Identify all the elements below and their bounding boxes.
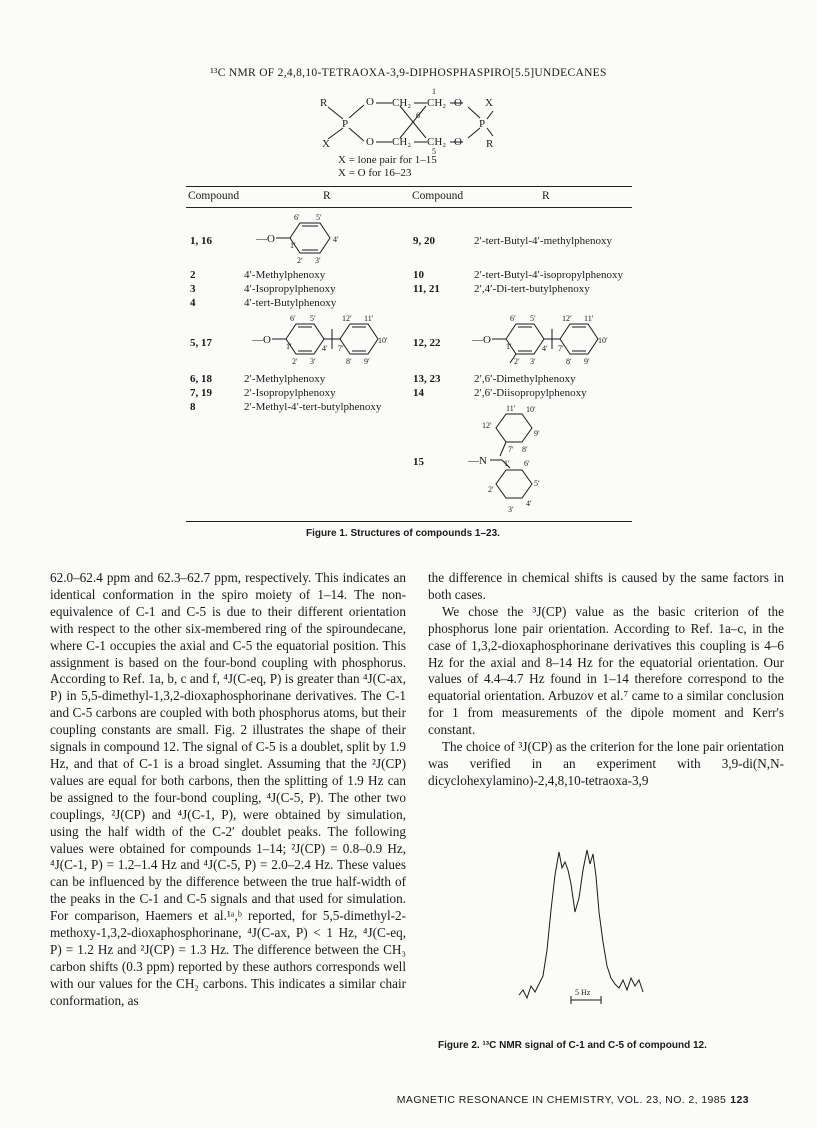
struct-label: 4′ (322, 344, 328, 353)
struct-label: 12′ (342, 314, 352, 323)
struct-label: 10′ (598, 336, 608, 345)
scheme-atom: O (454, 97, 462, 109)
table-header-r: R (323, 190, 331, 202)
struct-label: 5′ (316, 213, 322, 222)
journal-citation: MAGNETIC RESONANCE IN CHEMISTRY, VOL. 23, NO. 2, 1985 (396, 1094, 727, 1106)
table-header-rule (186, 207, 632, 208)
struct-label: 9′ (534, 429, 540, 438)
scheme-atom: X (322, 138, 330, 150)
scheme-atom: 5 (432, 147, 436, 156)
struct-label: 9′ (364, 357, 370, 366)
scheme-atom: CH₂ (427, 136, 447, 148)
struct-label: 1′ (506, 342, 512, 351)
struct-label: —O (472, 334, 491, 346)
table-r-value: 2′-Isopropylphenoxy (244, 387, 336, 399)
paragraph: We chose the ³J(CP) value as the basic criterion of the phosphorus lone pair orientation. According to Ref. 1a–c, in the case of 1,3,2-dioxaphosphorinane derivatives this coupling is 4–6 Hz for the axial and 8–14 Hz for the equatorial orientation. Our values of 4.4–4.7 Hz found in 1–14 therefore correspond to the equatorial orientation. Arbuzov et al.⁷ came to a similar conclusion for 1 from measurements of the dipole moment and Kerr's constant. (428, 603, 784, 738)
table-bottom-rule (186, 521, 632, 522)
paragraph: 62.0–62.4 ppm and 62.3–62.7 ppm, respectively. This indicates an identical conformation in the spiro moiety of 1–14. The non-equivalence of C-1 and C-5 is due to their different orientation with respect to the other six-membered ring of the spiroundecane, where C-1 occupies the axial and C-5 the equatorial position. This assignment is based on the four-bond coupling with phosphorus. According to Ref. 1a, b, c and f, ⁴J(C-eq, P) is greater than ⁴J(C-ax, P) in 5,5-dimethyl-1,3,2-dioxaphosphorinane derivatives. The C-1 and C-5 carbons are coupled with both phosphorus atoms, but their coupling constants are small. Fig. 2 illustrates the shape of their signals in compound 12. The signal of C-5 is a doublet, split by 1.9 Hz, and that of C-1 is a broad singlet. Assuming that the ²J(CP) values are equal for both carbons, then the splitting of 1.9 Hz can be assigned to the four-bond coupling, ⁴J(C-5, P). The other two couplings, ²J(CP) and ⁴J(C-1, P), were obtained by simulation, using the half width of the C-2′ doublet peaks. The following values were obtained for compounds 1–14; ²J(CP) = 0.8–0.9 Hz, ⁴J(C-1, P) = 1.2–1.4 Hz and ⁴J(C-5, P) = 2.0–2.4 Hz. These values can be influenced by the difference between the true half-width of the peaks in the C-1 and C-5 signals and that used for simulation. For comparison, Haemers et al.¹ᵃ,ᵇ reported, for 5,5-dimethyl-2-methoxy-1,3,2-dioxaphosphorinane, ⁴J(C-ax, P) < 1 Hz, ⁴J(C-eq, P) = 1.2 Hz and ²J(CP) = 1.3 Hz. The difference between the CH₃ carbon shifts (0.3 ppm) reported by these authors corresponds well with our values for the CH₂ carbons. This indicates a similar chair conformation, as (50, 570, 406, 1008)
struct-label: 7′ (558, 344, 564, 353)
scheme-atom: O (366, 96, 374, 108)
running-head: ¹³C NMR OF 2,4,8,10-TETRAOXA-3,9-DIPHOSPHASPIRO[5.5]UNDECANES (210, 67, 607, 79)
struct-label: 1′ (290, 241, 296, 250)
table-header-compound: Compound (188, 190, 240, 202)
struct-label: 8′ (346, 357, 352, 366)
struct-label: —N (468, 455, 487, 467)
table-compound: 10 (413, 269, 424, 281)
table-r-value: 2′-Methylphenoxy (244, 373, 326, 385)
table-compound: 14 (413, 387, 424, 399)
spiro-scheme (300, 80, 530, 180)
table-r-value: 4′-Isopropylphenoxy (244, 283, 336, 295)
table-compound: 2 (190, 269, 196, 281)
struct-label: 1′ (286, 342, 292, 351)
struct-label: 2′ (297, 256, 303, 265)
figure1-caption: Figure 1. Structures of compounds 1–23. (306, 528, 500, 539)
table-compound: 11, 21 (413, 283, 440, 295)
struct-label: 3′ (315, 256, 321, 265)
nmr-spectrum (505, 840, 695, 1020)
scheme-atom: R (486, 138, 494, 150)
table-r-value: 4′-tert-Butylphenoxy (244, 297, 337, 309)
struct-label: 11′ (506, 404, 516, 413)
table-compound: 7, 19 (190, 387, 212, 399)
figure2-caption: Figure 2. ¹³C NMR signal of C-1 and C-5 of compound 12. (438, 1040, 707, 1051)
struct-label: 12′ (562, 314, 572, 323)
table-r-value: 2′-tert-Butyl-4′-methylphenoxy (474, 235, 613, 247)
phenoxy-structure (250, 210, 360, 266)
struct-label: —O (256, 233, 275, 245)
spectrum-trace (519, 850, 643, 998)
scheme-atom: P (342, 118, 349, 130)
table-r-value: 2′,6′-Diisopropylphenoxy (474, 387, 587, 399)
table-compound: 15 (413, 456, 424, 468)
table-compound: 8 (190, 401, 196, 413)
struct-label: 8′ (566, 357, 572, 366)
table-r-value: 2′-Methyl-4′-tert-butylphenoxy (244, 401, 382, 413)
struct-label: 10′ (378, 336, 388, 345)
struct-label: 4′ (333, 235, 339, 244)
table-header-compound: Compound (412, 190, 464, 202)
table-top-rule (186, 186, 632, 187)
scale-label: 5 Hz (575, 988, 591, 997)
paragraph: The choice of ³J(CP) as the criterion for the lone pair orientation was verified in an experiment with 3,9-di(N,N-dicyclohexylamino)-2,4,8,10-tetraoxa-3,9 (428, 739, 784, 788)
scheme-atom: R (320, 97, 328, 109)
scheme-note: X = O for 16–23 (338, 167, 412, 179)
table-r-value: 4′-Methylphenoxy (244, 269, 326, 281)
struct-label: 11′ (584, 314, 594, 323)
table-compound: 3 (190, 283, 196, 295)
scheme-atom: 6 (416, 111, 420, 120)
struct-label: 6′ (510, 314, 516, 323)
scheme-atom: O (454, 136, 462, 148)
struct-label: 9′ (584, 357, 590, 366)
scheme-atom: O (366, 136, 374, 148)
paragraph: the difference in chemical shifts is caused by the same factors in both cases. (428, 570, 784, 602)
struct-label: 6′ (524, 459, 530, 468)
struct-label: 6′ (294, 213, 300, 222)
struct-label: 7′ (338, 344, 344, 353)
struct-label: 5′ (534, 479, 540, 488)
struct-label: 5′ (310, 314, 316, 323)
table-r-value: 2′,4′-Di-tert-butylphenoxy (474, 283, 590, 295)
struct-label: 2′ (488, 485, 494, 494)
struct-label: 2′ (514, 357, 520, 366)
scheme-atom: CH₂ (392, 136, 412, 148)
scheme-atom: X (485, 97, 493, 109)
right-column (428, 570, 784, 790)
scheme-atom: 1 (432, 87, 436, 96)
table-compound: 13, 23 (413, 373, 441, 385)
page-footer (397, 1094, 749, 1106)
struct-label: —O (252, 334, 271, 346)
struct-label: 1′ (504, 459, 510, 468)
biphenyl-structure (470, 311, 610, 367)
struct-label: 11′ (364, 314, 374, 323)
scheme-atom: P (479, 118, 486, 130)
struct-label: 3′ (508, 505, 514, 514)
struct-label: 7′ (508, 445, 514, 454)
struct-label: 6′ (290, 314, 296, 323)
table-compound: 6, 18 (190, 373, 212, 385)
struct-label: 2′ (292, 357, 298, 366)
struct-label: 4′ (542, 344, 548, 353)
table-compound: 12, 22 (413, 337, 441, 349)
scheme-atom: CH₂ (392, 97, 412, 109)
table-r-value: 2′-tert-Butyl-4′-isopropylphenoxy (474, 269, 624, 281)
table-compound: 5, 17 (190, 337, 212, 349)
struct-label: 4′ (526, 499, 532, 508)
dicyclohexylamino-structure (466, 400, 566, 514)
struct-label: 12′ (482, 421, 492, 430)
scheme-atom: CH₂ (427, 97, 447, 109)
page-number: 123 (730, 1094, 749, 1106)
struct-label: 5′ (530, 314, 536, 323)
struct-label: 10′ (526, 405, 536, 414)
struct-label: 8′ (522, 445, 528, 454)
struct-label: 3′ (310, 357, 316, 366)
table-compound: 4 (190, 297, 196, 309)
scheme-note: X = lone pair for 1–15 (338, 154, 437, 166)
left-column (50, 570, 406, 1010)
struct-label: 3′ (530, 357, 536, 366)
table-compound: 9, 20 (413, 235, 435, 247)
table-r-value: 2′,6′-Dimethylphenoxy (474, 373, 576, 385)
table-compound: 1, 16 (190, 235, 212, 247)
table-header-r: R (542, 190, 550, 202)
biphenyl-structure (250, 311, 390, 367)
